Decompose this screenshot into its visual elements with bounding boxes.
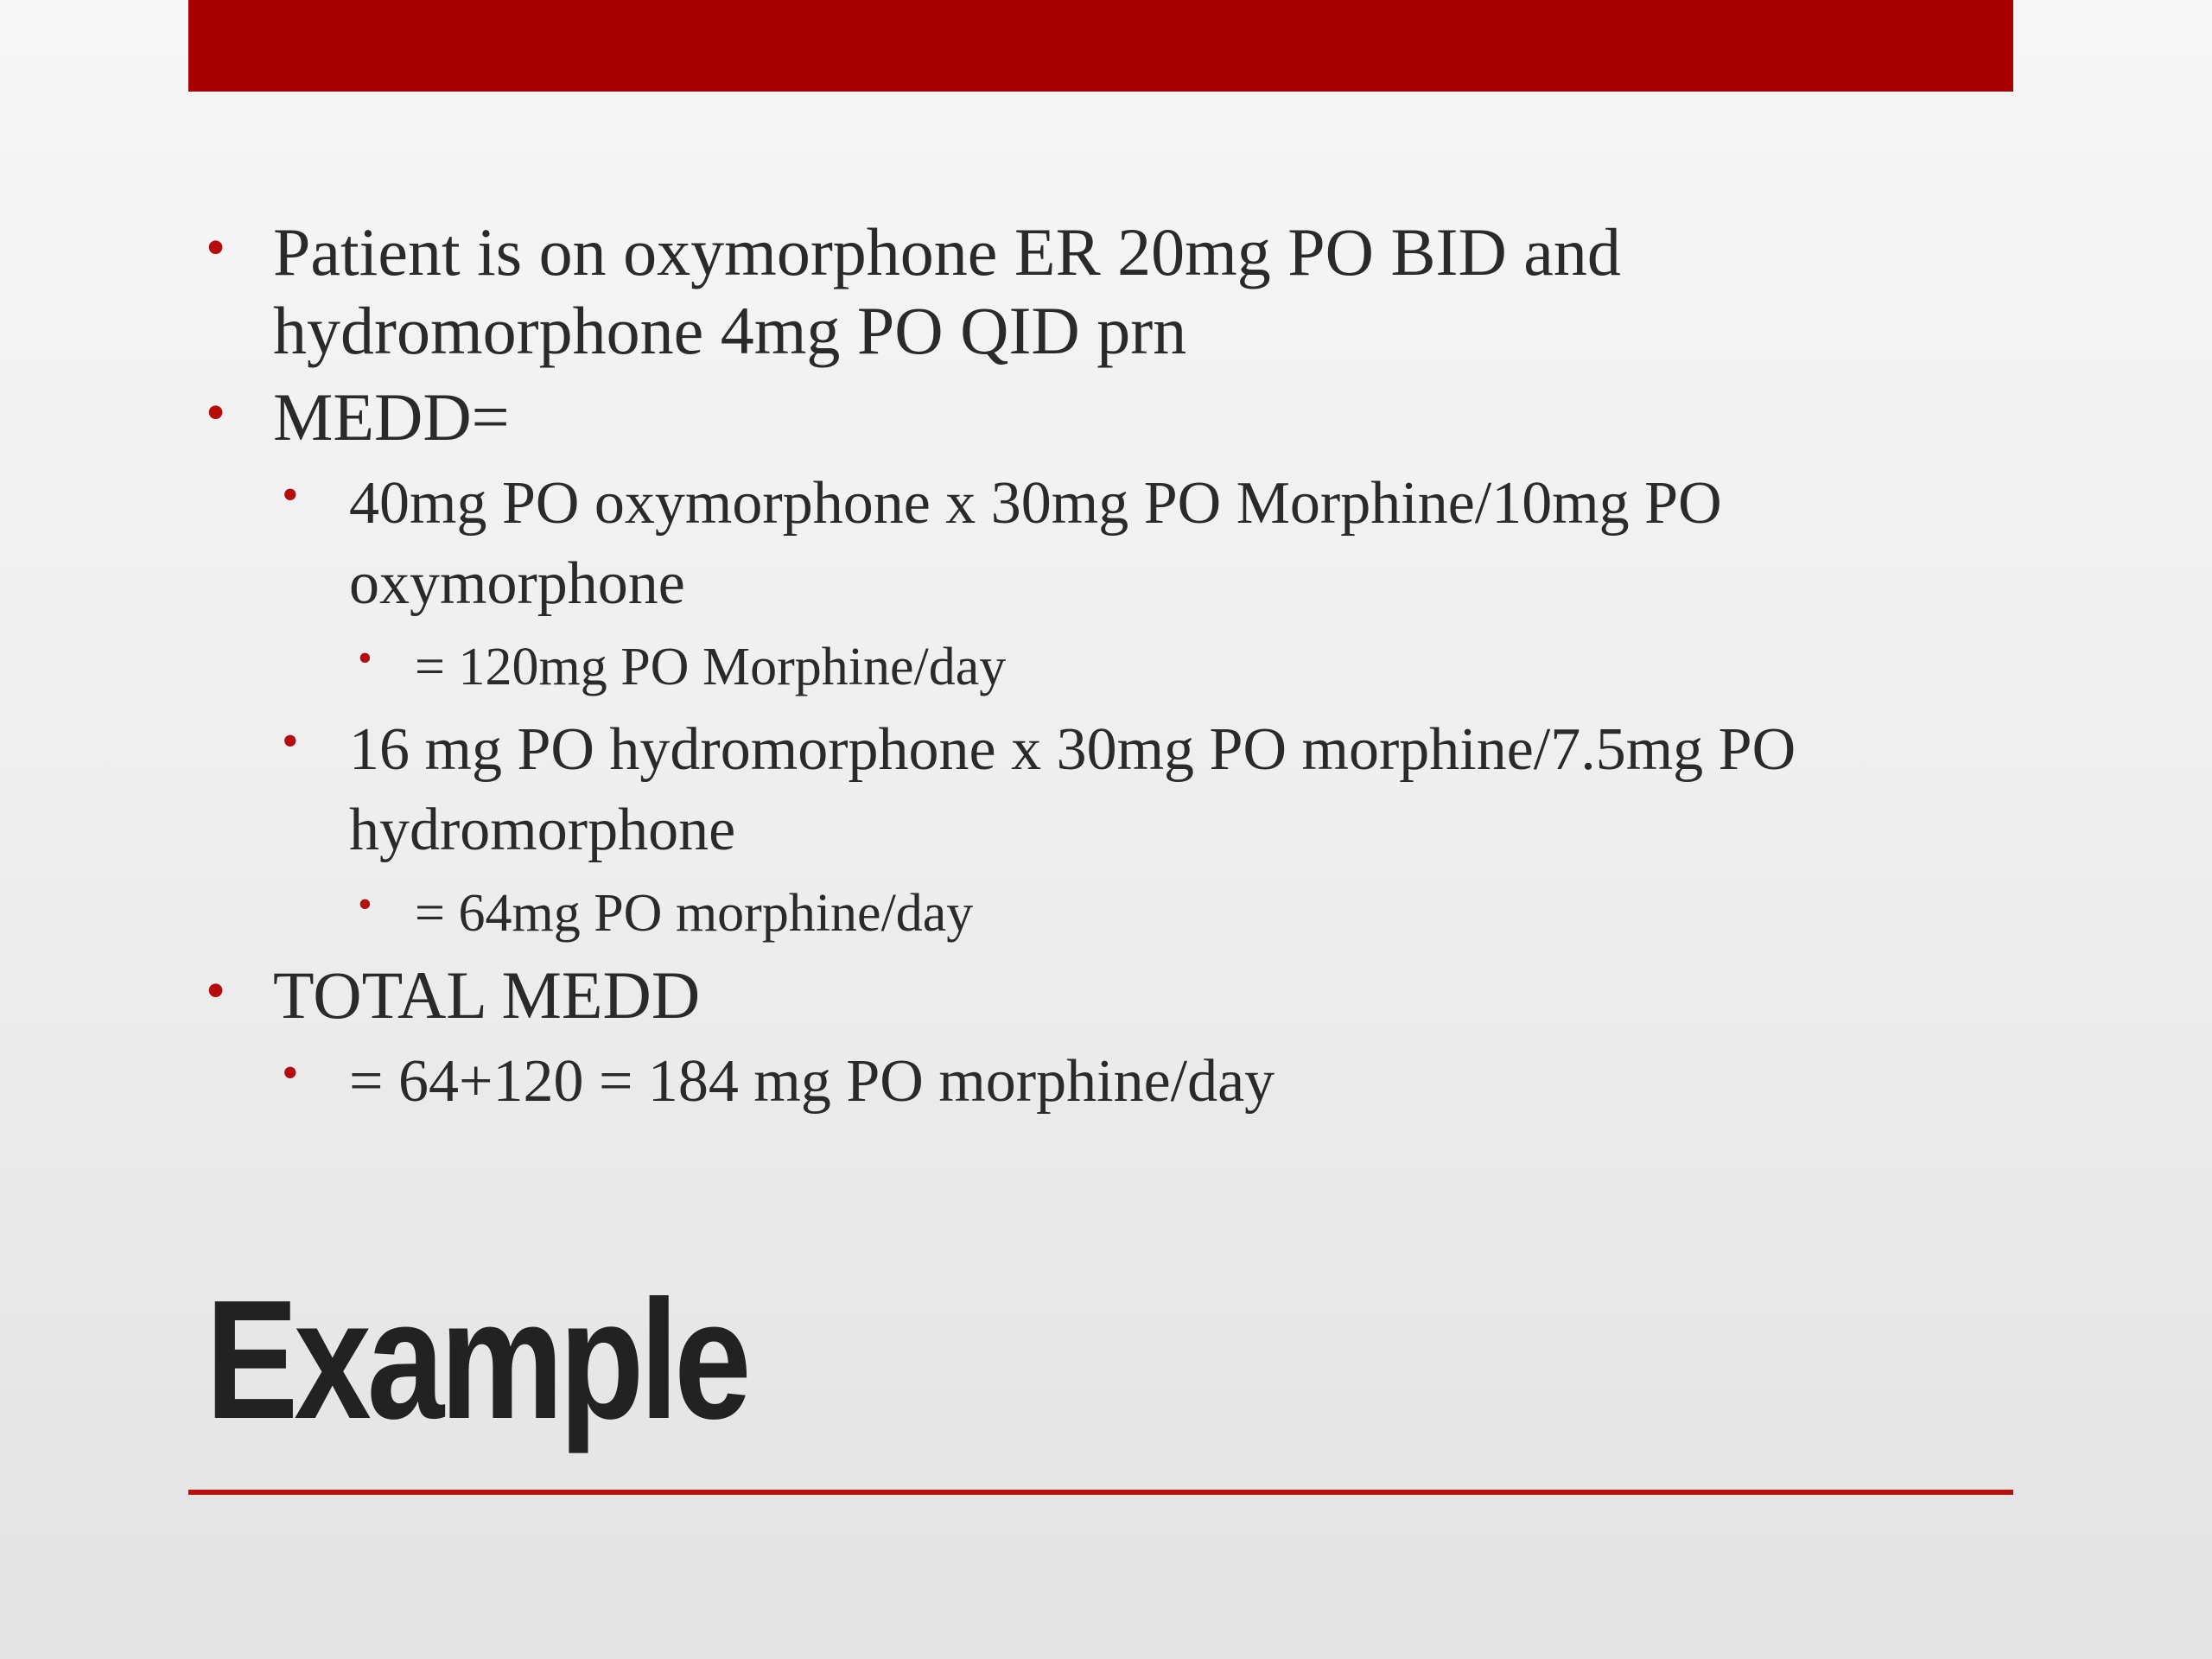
bullet-oxymorphone-result: • = 120mg PO Morphine/day [358, 627, 2013, 708]
top-accent-bar [188, 0, 2013, 92]
bullet-medd: • MEDD= [206, 378, 2013, 456]
bullet-hydromorphone-result: • = 64mg PO morphine/day [358, 874, 2013, 954]
bullet-total-medd-result: • = 64+120 = 184 mg PO morphine/day [282, 1041, 2013, 1122]
slide-title: Example [206, 1265, 747, 1454]
title-underline [188, 1490, 2013, 1495]
bullet-patient-regimen: • Patient is on oxymorphone ER 20mg PO BID and hydromorphone 4mg PO QID prn [206, 213, 2013, 371]
bullet-oxymorphone-calc: • 40mg PO oxymorphone x 30mg PO Morphine/10mg PO oxymorphone [282, 463, 2013, 624]
bullet-total-medd: • TOTAL MEDD [206, 956, 2013, 1034]
slide-body [206, 213, 2013, 1125]
bullet-hydromorphone-calc: • 16 mg PO hydromorphone x 30mg PO morphine/7.5mg PO hydromorphone [282, 709, 2013, 870]
